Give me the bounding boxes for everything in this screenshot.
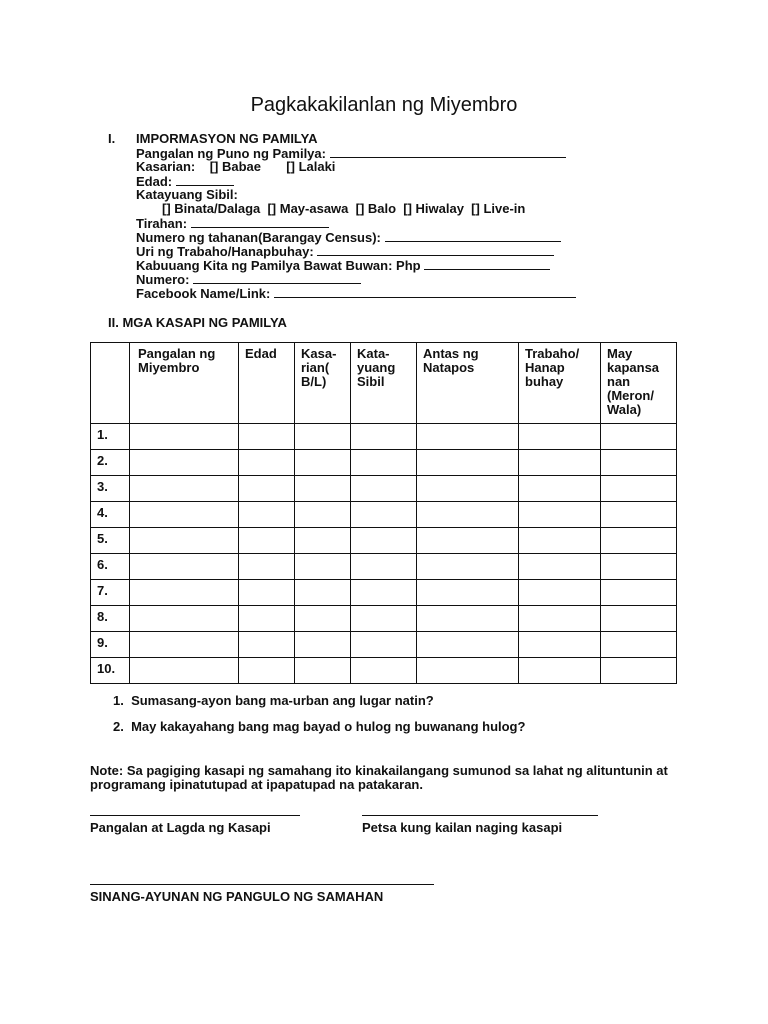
member-cell[interactable] bbox=[351, 450, 417, 476]
edad-label: Edad: bbox=[136, 174, 173, 189]
member-cell[interactable] bbox=[519, 658, 601, 684]
numero-field[interactable] bbox=[193, 272, 361, 284]
member-cell[interactable] bbox=[519, 580, 601, 606]
col-header-trabaho: Trabaho/ Hanap buhay bbox=[519, 343, 601, 424]
table-row bbox=[91, 528, 677, 554]
numero-label: Numero: bbox=[136, 272, 190, 287]
member-cell[interactable] bbox=[351, 554, 417, 580]
member-cell[interactable] bbox=[519, 476, 601, 502]
president-signature-label: SINANG-AYUNAN NG PANGULO NG SAMAHAN bbox=[90, 889, 384, 904]
row-number: 10. bbox=[91, 658, 130, 684]
member-cell[interactable] bbox=[601, 450, 677, 476]
katayuang-label: Katayuang Sibil: bbox=[136, 187, 238, 202]
member-cell[interactable] bbox=[519, 606, 601, 632]
member-cell[interactable] bbox=[239, 580, 295, 606]
kita-field[interactable] bbox=[424, 258, 550, 270]
member-cell[interactable] bbox=[351, 606, 417, 632]
member-signature-label: Pangalan at Lagda ng Kasapi bbox=[90, 820, 271, 835]
kita-label: Kabuuang Kita ng Pamilya Bawat Buwan: Php bbox=[136, 258, 421, 273]
member-cell[interactable] bbox=[417, 424, 519, 450]
col-header-antas: Antas ng Natapos bbox=[417, 343, 519, 424]
trabaho-field[interactable] bbox=[317, 244, 554, 256]
question-1: 1. Sumasang-ayon bang ma-urban ang lugar natin? bbox=[113, 693, 434, 708]
member-cell[interactable] bbox=[351, 658, 417, 684]
table-row bbox=[91, 450, 677, 476]
member-cell[interactable] bbox=[417, 450, 519, 476]
row-number: 7. bbox=[91, 580, 130, 606]
row-number: 9. bbox=[91, 632, 130, 658]
section-number: I. bbox=[108, 131, 116, 146]
puno-field[interactable] bbox=[330, 146, 566, 158]
question-2: 2. May kakayahang bang mag bayad o hulog ng buwanang hulog? bbox=[113, 719, 526, 734]
table-row bbox=[91, 580, 677, 606]
section-heading: IMPORMASYON NG PAMILYA bbox=[136, 131, 318, 146]
date-signature-block[interactable] bbox=[362, 815, 598, 835]
row-number: 3. bbox=[91, 476, 130, 502]
col-header-katayuang: Kata- yuang Sibil bbox=[351, 343, 417, 424]
note-text: Note: Sa pagiging kasapi ng samahang ito kinakailangang sumunod sa lahat ng alituntunin at programang ipinatutupad at ipapatupad na patakaran. bbox=[90, 763, 668, 792]
row-number: 2. bbox=[91, 450, 130, 476]
member-cell[interactable] bbox=[239, 424, 295, 450]
member-cell[interactable] bbox=[519, 450, 601, 476]
member-cell[interactable] bbox=[601, 632, 677, 658]
member-cell[interactable] bbox=[239, 606, 295, 632]
row-number: 5. bbox=[91, 528, 130, 554]
member-cell[interactable] bbox=[417, 580, 519, 606]
member-cell[interactable] bbox=[239, 528, 295, 554]
members-table bbox=[90, 342, 677, 684]
member-cell[interactable] bbox=[295, 580, 351, 606]
members-section-heading: II. MGA KASAPI NG PAMILYA bbox=[108, 315, 287, 330]
table-row bbox=[91, 658, 677, 684]
member-cell[interactable] bbox=[601, 476, 677, 502]
row-number: 4. bbox=[91, 502, 130, 528]
member-cell[interactable] bbox=[295, 476, 351, 502]
member-cell[interactable] bbox=[295, 424, 351, 450]
member-cell[interactable] bbox=[130, 450, 239, 476]
member-cell[interactable] bbox=[519, 424, 601, 450]
col-header-kasarian: Kasa- rian( B/L) bbox=[295, 343, 351, 424]
table-row bbox=[91, 606, 677, 632]
member-cell[interactable] bbox=[130, 632, 239, 658]
member-cell[interactable] bbox=[295, 502, 351, 528]
edad-field[interactable] bbox=[176, 174, 234, 186]
table-header-row bbox=[91, 343, 677, 424]
kasarian-lalaki-checkbox[interactable]: [] Lalaki bbox=[286, 159, 336, 174]
member-cell[interactable] bbox=[239, 554, 295, 580]
facebook-label: Facebook Name/Link: bbox=[136, 286, 271, 301]
member-cell[interactable] bbox=[130, 476, 239, 502]
member-cell[interactable] bbox=[295, 606, 351, 632]
puno-label: Pangalan ng Puno ng Pamilya: bbox=[136, 146, 326, 161]
member-cell[interactable] bbox=[601, 554, 677, 580]
member-cell[interactable] bbox=[130, 554, 239, 580]
date-signature-label: Petsa kung kailan naging kasapi bbox=[362, 820, 563, 835]
member-cell[interactable] bbox=[417, 528, 519, 554]
member-cell[interactable] bbox=[239, 476, 295, 502]
member-cell[interactable] bbox=[351, 580, 417, 606]
member-cell[interactable] bbox=[130, 580, 239, 606]
member-cell[interactable] bbox=[417, 554, 519, 580]
kasarian-label: Kasarian: bbox=[136, 159, 196, 174]
col-header-edad: Edad bbox=[239, 343, 295, 424]
member-cell[interactable] bbox=[519, 632, 601, 658]
member-cell[interactable] bbox=[130, 658, 239, 684]
numero-tahanan-label: Numero ng tahanan(Barangay Census): bbox=[136, 230, 381, 245]
member-cell[interactable] bbox=[601, 528, 677, 554]
member-cell[interactable] bbox=[519, 554, 601, 580]
col-header-kapansanan: May kapansa nan (Meron/ Wala) bbox=[601, 343, 677, 424]
form-title: Pagkakakilanlan ng Miyembro bbox=[250, 94, 518, 116]
facebook-field[interactable] bbox=[274, 286, 576, 298]
member-cell[interactable] bbox=[239, 450, 295, 476]
member-cell[interactable] bbox=[519, 502, 601, 528]
member-cell[interactable] bbox=[417, 606, 519, 632]
member-cell[interactable] bbox=[351, 476, 417, 502]
member-cell[interactable] bbox=[601, 424, 677, 450]
member-cell[interactable] bbox=[601, 502, 677, 528]
col-header-pangalan: Pangalan ng Miyembro bbox=[130, 343, 239, 424]
member-cell[interactable] bbox=[130, 424, 239, 450]
questions-list bbox=[113, 693, 525, 745]
row-number: 6. bbox=[91, 554, 130, 580]
member-cell[interactable] bbox=[351, 632, 417, 658]
member-cell[interactable] bbox=[417, 658, 519, 684]
member-cell[interactable] bbox=[417, 476, 519, 502]
table-row bbox=[91, 476, 677, 502]
member-cell[interactable] bbox=[130, 528, 239, 554]
table-row bbox=[91, 632, 677, 658]
member-cell[interactable] bbox=[130, 502, 239, 528]
member-cell[interactable] bbox=[351, 424, 417, 450]
row-number: 8. bbox=[91, 606, 130, 632]
member-cell[interactable] bbox=[601, 658, 677, 684]
table-row bbox=[91, 424, 677, 450]
member-cell[interactable] bbox=[295, 450, 351, 476]
member-cell[interactable] bbox=[130, 606, 239, 632]
kasarian-babae-checkbox[interactable]: [] Babae bbox=[209, 159, 261, 174]
table-row bbox=[91, 554, 677, 580]
member-cell[interactable] bbox=[295, 658, 351, 684]
member-cell[interactable] bbox=[417, 632, 519, 658]
col-header-number bbox=[91, 343, 130, 424]
trabaho-label: Uri ng Trabaho/Hanapbuhay: bbox=[136, 244, 314, 259]
row-number: 1. bbox=[91, 424, 130, 450]
tirahan-field[interactable] bbox=[191, 216, 329, 228]
member-signature-block[interactable] bbox=[90, 815, 300, 835]
member-cell[interactable] bbox=[295, 632, 351, 658]
member-cell[interactable] bbox=[295, 554, 351, 580]
member-cell[interactable] bbox=[417, 502, 519, 528]
member-cell[interactable] bbox=[295, 528, 351, 554]
member-cell[interactable] bbox=[351, 502, 417, 528]
member-cell[interactable] bbox=[519, 528, 601, 554]
member-cell[interactable] bbox=[601, 606, 677, 632]
member-cell[interactable] bbox=[601, 580, 677, 606]
member-cell[interactable] bbox=[351, 528, 417, 554]
table-row bbox=[91, 502, 677, 528]
member-cell[interactable] bbox=[239, 658, 295, 684]
katayuang-options[interactable]: [] Binata/Dalaga [] May-asawa [] Balo [] Hiwalay [] Live-in bbox=[162, 201, 526, 216]
member-cell[interactable] bbox=[239, 502, 295, 528]
president-signature-block[interactable] bbox=[90, 884, 434, 904]
tirahan-label: Tirahan: bbox=[136, 216, 188, 231]
member-cell[interactable] bbox=[239, 632, 295, 658]
numero-tahanan-field[interactable] bbox=[385, 230, 561, 242]
